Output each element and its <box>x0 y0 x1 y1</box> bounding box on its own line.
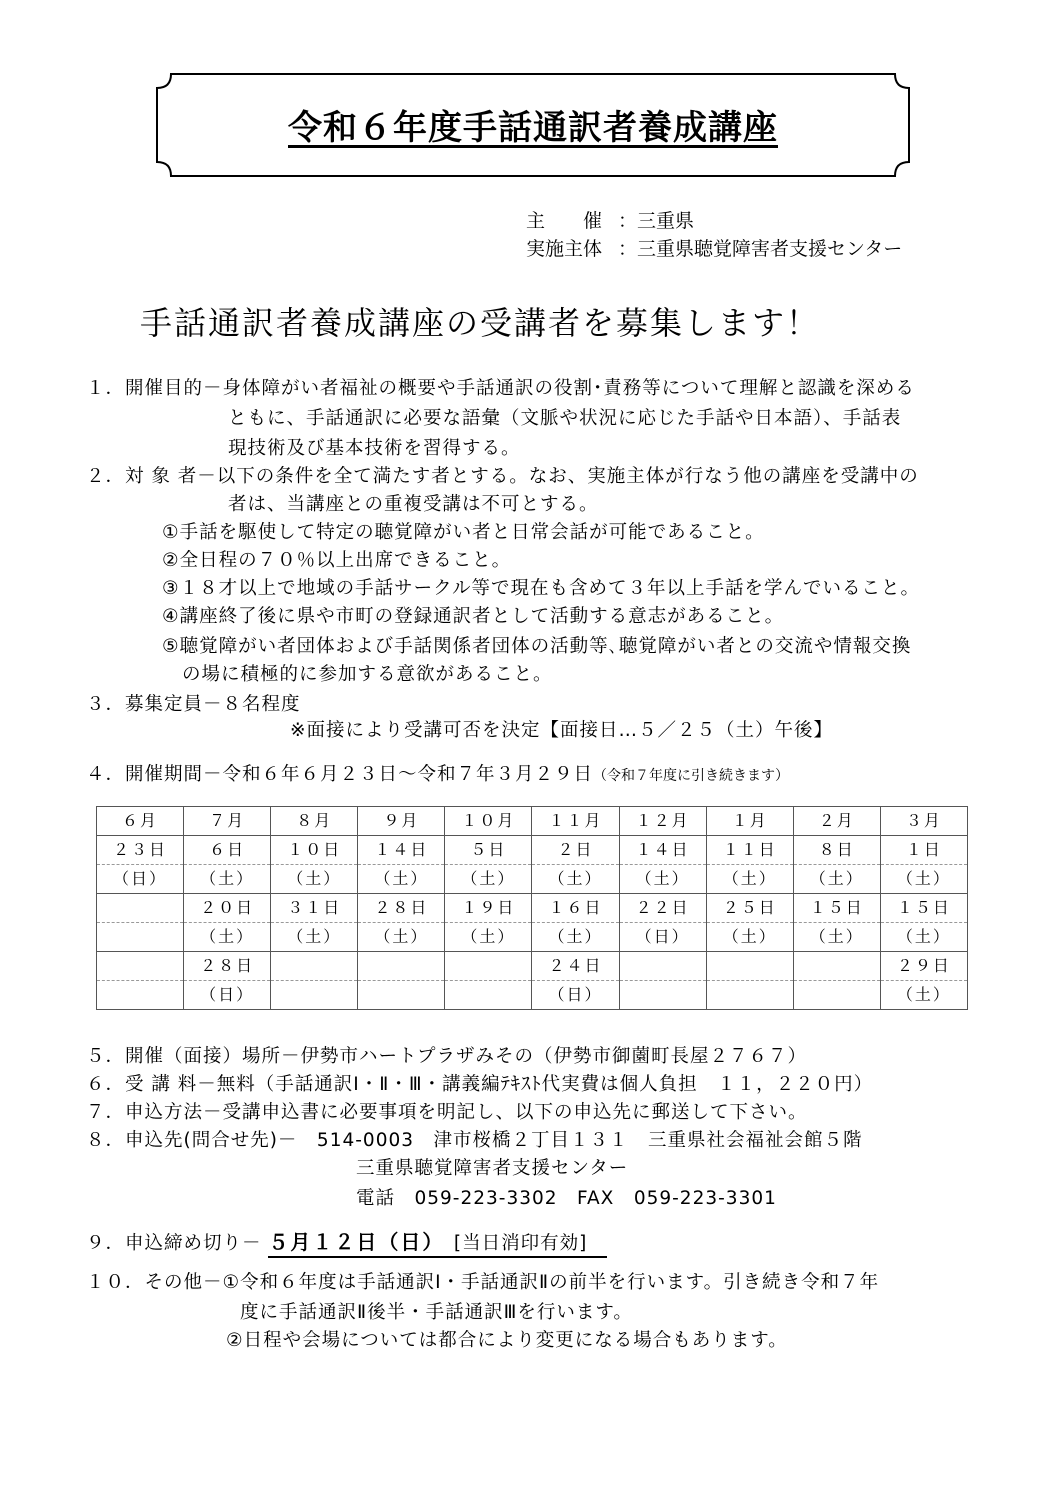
deadline-line <box>86 1226 607 1255</box>
condition-5-cont: の場に積極的に参加する意欲があること。 <box>182 664 553 685</box>
schedule-date: ６日 <box>184 836 271 865</box>
schedule-weekday: （土） <box>532 923 619 952</box>
schedule-date-row <box>97 952 968 981</box>
headline: 手話通訳者養成講座の受講者を募集します！ <box>140 304 821 342</box>
schedule-date <box>793 952 880 981</box>
schedule-weekday <box>619 981 706 1010</box>
implementer-label: 実施主体 <box>526 238 603 260</box>
deadline-underline <box>268 1230 606 1258</box>
schedule-date-row <box>97 836 968 865</box>
month-header: ２月 <box>793 807 880 836</box>
purpose-line-1: １．開催目的－身体障がい者福祉の概要や手話通訳の役割･責務等について理解と認識を深める <box>86 378 915 399</box>
schedule-weekday-row <box>97 923 968 952</box>
condition-4: ④講座終了後に県や市町の登録通訳者として活動する意志があること。 <box>162 606 785 627</box>
schedule-weekday <box>793 981 880 1010</box>
method-line: ７．申込方法－受講申込書に必要事項を明記し、以下の申込先に郵送して下さい。 <box>86 1102 808 1123</box>
schedule-weekday: （土） <box>184 865 271 894</box>
schedule-weekday: （土） <box>793 865 880 894</box>
schedule-date: ２０日 <box>184 894 271 923</box>
schedule-date <box>445 952 532 981</box>
purpose-line-2: ともに、手話通訳に必要な語彙（文脈や状況に応じた手話や日本語）、手話表 <box>228 408 902 429</box>
schedule-weekday: （土） <box>271 923 358 952</box>
month-header: ６月 <box>97 807 184 836</box>
schedule-weekday: （土） <box>880 981 967 1010</box>
schedule-weekday: （土） <box>358 865 445 894</box>
schedule-weekday: （日） <box>532 981 619 1010</box>
schedule-date: ２９日 <box>880 952 967 981</box>
schedule-weekday <box>271 981 358 1010</box>
schedule-date: １１日 <box>706 836 793 865</box>
period-note: （令和７年度に引き続きます） <box>593 768 790 784</box>
title-frame <box>155 72 911 178</box>
period-line <box>86 760 789 786</box>
schedule-weekday: （土） <box>271 865 358 894</box>
schedule-date <box>97 952 184 981</box>
venue-line: ５．開催（面接）場所－伊勢市ハートプラザみその（伊勢市御薗町長屋２７６７） <box>86 1046 807 1067</box>
schedule-date: １０日 <box>271 836 358 865</box>
schedule-weekday: （土） <box>445 923 532 952</box>
other-line-3: ②日程や会場については都合により変更になる場合もあります。 <box>226 1330 788 1351</box>
schedule-date: ２３日 <box>97 836 184 865</box>
other-line-2: 度に手話通訳Ⅱ後半・手話通訳Ⅲを行います。 <box>240 1302 633 1323</box>
schedule-date <box>97 894 184 923</box>
purpose-line-3: 現技術及び基本技術を習得する。 <box>228 438 521 459</box>
schedule-date: ２４日 <box>532 952 619 981</box>
schedule-weekday <box>97 923 184 952</box>
schedule-date: １５日 <box>880 894 967 923</box>
schedule-date: ２日 <box>532 836 619 865</box>
condition-1: ①手話を駆使して特定の聴覚障がい者と日常会話が可能であること。 <box>162 522 765 543</box>
condition-5: ⑤聴覚障がい者団体および手話関係者団体の活動等､聴覚障がい者との交流や情報交換 <box>162 636 912 657</box>
condition-3: ③１８才以上で地域の手話サークル等で現在も含めて３年以上手話を学んでいること。 <box>162 578 921 599</box>
schedule-date: ２２日 <box>619 894 706 923</box>
schedule-weekday <box>97 981 184 1010</box>
schedule-weekday <box>445 981 532 1010</box>
schedule-date <box>619 952 706 981</box>
capacity-line: ３．募集定員－８名程度 <box>86 694 301 715</box>
contact-line-1: ８．申込先(問合せ先)－ 514-0003 津市桜橋２丁目１３１ 三重県社会福祉会館５階 <box>86 1130 863 1151</box>
schedule-weekday <box>706 981 793 1010</box>
schedule-weekday-row <box>97 981 968 1010</box>
schedule-date: ２８日 <box>358 894 445 923</box>
deadline-label: ９．申込締め切り－ <box>86 1233 262 1254</box>
condition-2: ②全日程の７０％以上出席できること。 <box>162 550 512 571</box>
schedule-date: ２５日 <box>706 894 793 923</box>
schedule-weekday: （土） <box>445 865 532 894</box>
deadline-date: ５月１２日（日） <box>268 1230 435 1254</box>
other-line-1: １０．その他－①令和６年度は手話通訳Ⅰ・手話通訳Ⅱの前半を行います。引き続き令和７年 <box>86 1272 880 1293</box>
page-title: 令和６年度手話通訳者養成講座 <box>288 108 778 148</box>
schedule-weekday: （土） <box>880 923 967 952</box>
schedule-date <box>358 952 445 981</box>
schedule-date: ３１日 <box>271 894 358 923</box>
month-header: ９月 <box>358 807 445 836</box>
schedule-weekday <box>358 981 445 1010</box>
schedule-weekday: （土） <box>706 923 793 952</box>
organizer-value: ：三重県 <box>618 210 695 232</box>
month-header: ３月 <box>880 807 967 836</box>
schedule-date: ２８日 <box>184 952 271 981</box>
month-header: １２月 <box>619 807 706 836</box>
schedule-date <box>706 952 793 981</box>
month-header: ７月 <box>184 807 271 836</box>
schedule-weekday: （日） <box>97 865 184 894</box>
organizer-line <box>526 206 694 233</box>
schedule-weekday: （土） <box>532 865 619 894</box>
schedule-date-row <box>97 894 968 923</box>
schedule-weekday-row <box>97 865 968 894</box>
schedule-date <box>271 952 358 981</box>
contact-line-2: 三重県聴覚障害者支援センター <box>356 1158 629 1179</box>
fee-line: ６．受 講 料－無料（手話通訳Ⅰ・Ⅱ・Ⅲ・講義編ﾃｷｽﾄ代実費は個人負担 １１，２２０円） <box>86 1074 874 1095</box>
schedule-weekday: （日） <box>184 981 271 1010</box>
schedule-weekday: （土） <box>880 865 967 894</box>
implementer-line <box>526 234 902 261</box>
target-line-1: ２．対 象 者－以下の条件を全て満たす者とする。なお、実施主体が行なう他の講座を受講中の <box>86 466 919 487</box>
schedule-weekday: （土） <box>184 923 271 952</box>
target-line-2: 者は、当講座との重複受講は不可とする。 <box>228 494 599 515</box>
implementer-value: ：三重県聴覚障害者支援センター <box>618 238 903 260</box>
schedule-weekday: （土） <box>793 923 880 952</box>
month-header: ８月 <box>271 807 358 836</box>
month-header: １１月 <box>532 807 619 836</box>
organizer-label: 主 催 <box>526 210 603 232</box>
schedule-date: １４日 <box>619 836 706 865</box>
schedule-header-row <box>97 807 968 836</box>
schedule-weekday: （土） <box>706 865 793 894</box>
schedule-date: １６日 <box>532 894 619 923</box>
schedule-date: １５日 <box>793 894 880 923</box>
schedule-weekday: （土） <box>358 923 445 952</box>
schedule-date: １４日 <box>358 836 445 865</box>
schedule-date: １日 <box>880 836 967 865</box>
month-header: １０月 <box>445 807 532 836</box>
schedule-date: ８日 <box>793 836 880 865</box>
schedule-table <box>96 806 968 1010</box>
schedule-weekday: （日） <box>619 923 706 952</box>
deadline-note: [当日消印有効] <box>453 1233 588 1254</box>
month-header: １月 <box>706 807 793 836</box>
period-text: ４．開催期間－令和６年６月２３日～令和７年３月２９日 <box>86 764 594 785</box>
interview-note: ※面接により受講可否を決定【面接日…５／２５（土）午後】 <box>290 720 834 741</box>
schedule-weekday: （土） <box>619 865 706 894</box>
schedule-date: ５日 <box>445 836 532 865</box>
contact-line-3: 電話 059-223-3302 FAX 059-223-3301 <box>356 1188 777 1209</box>
schedule-date: １９日 <box>445 894 532 923</box>
